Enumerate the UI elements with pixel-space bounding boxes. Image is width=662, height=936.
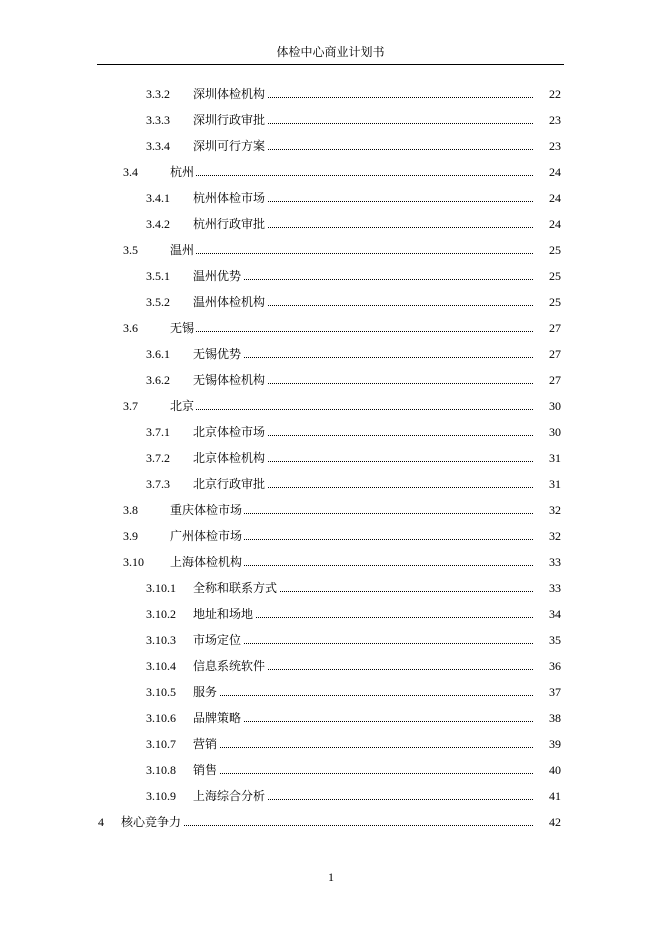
- toc-entry-number: 3.5: [123, 243, 138, 257]
- toc-entry-page: 30: [549, 425, 561, 439]
- toc-entry-title: 北京体检机构: [193, 451, 266, 465]
- toc-entry-title: 深圳体检机构: [193, 87, 266, 101]
- toc-entry[interactable]: [0, 424, 662, 440]
- toc-entry[interactable]: [0, 86, 662, 102]
- toc-entry-number: 3.10.2: [146, 607, 176, 621]
- toc-entry-title: 杭州行政审批: [193, 217, 266, 231]
- toc-entry-number: 3.5.1: [146, 269, 170, 283]
- toc-entry[interactable]: [0, 736, 662, 752]
- toc-entry-number: 3.7.1: [146, 425, 170, 439]
- toc-dot-leader: [203, 279, 533, 280]
- toc-entry-number: 3.10.7: [146, 737, 176, 751]
- toc-entry[interactable]: [0, 138, 662, 154]
- toc-entry-page: 30: [549, 399, 561, 413]
- toc-dot-leader: [203, 721, 533, 722]
- toc-entry[interactable]: [0, 190, 662, 206]
- toc-entry-number: 3.7.2: [146, 451, 170, 465]
- toc-entry-number: 3.4.1: [146, 191, 170, 205]
- toc-entry[interactable]: [0, 398, 662, 414]
- toc-entry-number: 3.3.2: [146, 87, 170, 101]
- toc-entry-number: 3.7.3: [146, 477, 170, 491]
- toc-entry[interactable]: [0, 684, 662, 700]
- toc-entry[interactable]: [0, 320, 662, 336]
- toc-entry-title: 温州: [170, 243, 195, 257]
- toc-entry-page: 25: [549, 269, 561, 283]
- toc-entry-title: 服务: [193, 685, 218, 699]
- toc-dot-leader: [203, 695, 533, 696]
- toc-entry-page: 36: [549, 659, 561, 673]
- toc-entry-title: 无锡优势: [193, 347, 242, 361]
- toc-entry[interactable]: [0, 632, 662, 648]
- toc-entry-page: 32: [549, 503, 561, 517]
- toc-entry-title: 北京: [170, 399, 195, 413]
- toc-entry-page: 41: [549, 789, 561, 803]
- toc-entry-number: 3.10.3: [146, 633, 176, 647]
- toc-entry-title: 温州优势: [193, 269, 242, 283]
- header-rule: [97, 64, 564, 65]
- toc-entry-number: 3.10.4: [146, 659, 176, 673]
- toc-entry[interactable]: [0, 580, 662, 596]
- toc-entry-title: 深圳可行方案: [193, 139, 266, 153]
- toc-entry-page: 27: [549, 347, 561, 361]
- toc-entry[interactable]: [0, 762, 662, 778]
- toc-dot-leader: [203, 643, 533, 644]
- toc-entry-number: 3.3.4: [146, 139, 170, 153]
- toc-entry-title: 无锡: [170, 321, 195, 335]
- toc-entry-page: 33: [549, 581, 561, 595]
- page-number: 1: [328, 870, 334, 884]
- toc-dot-leader: [180, 409, 533, 410]
- toc-entry-title: 全称和联系方式: [193, 581, 278, 595]
- toc-entry-page: 37: [549, 685, 561, 699]
- toc-entry-title: 杭州体检市场: [193, 191, 266, 205]
- toc-entry[interactable]: [0, 450, 662, 466]
- toc-entry[interactable]: [0, 788, 662, 804]
- toc-entry-title: 市场定位: [193, 633, 242, 647]
- toc-entry-title: 地址和场地: [193, 607, 254, 621]
- toc-entry-number: 3.4: [123, 165, 138, 179]
- toc-entry[interactable]: [0, 502, 662, 518]
- toc-entry-page: 34: [549, 607, 561, 621]
- toc-entry[interactable]: [0, 242, 662, 258]
- toc-entry-number: 3.6.1: [146, 347, 170, 361]
- toc-entry-title: 上海体检机构: [170, 555, 243, 569]
- toc-entry-number: 3.3.3: [146, 113, 170, 127]
- toc-entry-title: 上海综合分析: [193, 789, 266, 803]
- toc-entry-page: 27: [549, 321, 561, 335]
- toc-entry-number: 3.10.1: [146, 581, 176, 595]
- toc-entry-page: 42: [549, 815, 561, 829]
- toc-entry[interactable]: [0, 476, 662, 492]
- toc-entry-number: 3.10.6: [146, 711, 176, 725]
- toc-entry[interactable]: [0, 216, 662, 232]
- toc-dot-leader: [180, 175, 533, 176]
- toc-entry-number: 3.5.2: [146, 295, 170, 309]
- toc-entry-page: 23: [549, 139, 561, 153]
- toc-entry-title: 无锡体检机构: [193, 373, 266, 387]
- toc-entry-page: 39: [549, 737, 561, 751]
- toc-entry-title: 信息系统软件: [193, 659, 266, 673]
- toc-entry-title: 核心竞争力: [121, 815, 182, 829]
- toc-entry-page: 40: [549, 763, 561, 777]
- toc-entry-number: 3.4.2: [146, 217, 170, 231]
- toc-entry-page: 32: [549, 529, 561, 543]
- toc-entry-page: 33: [549, 555, 561, 569]
- toc-entry-page: 22: [549, 87, 561, 101]
- toc-entry-page: 25: [549, 243, 561, 257]
- toc-entry-page: 31: [549, 451, 561, 465]
- toc-entry-title: 销售: [193, 763, 218, 777]
- toc-entry-page: 35: [549, 633, 561, 647]
- toc-entry[interactable]: [0, 112, 662, 128]
- toc-dot-leader: [131, 825, 533, 826]
- toc-entry[interactable]: [0, 658, 662, 674]
- running-header: 体检中心商业计划书: [276, 45, 385, 59]
- toc-entry-number: 3.10: [123, 555, 144, 569]
- toc-entry[interactable]: [0, 606, 662, 622]
- toc-entry-page: 24: [549, 191, 561, 205]
- toc-entry-title: 品牌策略: [193, 711, 242, 725]
- toc-entry[interactable]: [0, 346, 662, 362]
- toc-entry[interactable]: [0, 528, 662, 544]
- toc-entry-title: 北京行政审批: [193, 477, 266, 491]
- toc-entry[interactable]: [0, 710, 662, 726]
- toc-dot-leader: [180, 253, 533, 254]
- toc-dot-leader: [203, 747, 533, 748]
- toc-entry-title: 杭州: [170, 165, 195, 179]
- toc-entry-title: 北京体检市场: [193, 425, 266, 439]
- toc-dot-leader: [203, 773, 533, 774]
- toc-entry-page: 24: [549, 217, 561, 231]
- toc-entry-page: 38: [549, 711, 561, 725]
- toc-entry-number: 3.10.5: [146, 685, 176, 699]
- toc-entry[interactable]: [0, 268, 662, 284]
- toc-entry-page: 31: [549, 477, 561, 491]
- toc-dot-leader: [203, 357, 533, 358]
- toc-entry[interactable]: [0, 294, 662, 310]
- toc-entry-page: 27: [549, 373, 561, 387]
- toc-entry-number: 4: [98, 815, 104, 829]
- toc-entry-number: 3.10.9: [146, 789, 176, 803]
- toc-entry-number: 3.6.2: [146, 373, 170, 387]
- toc-entry-page: 25: [549, 295, 561, 309]
- toc-entry-page: 24: [549, 165, 561, 179]
- toc-entry-number: 3.10.8: [146, 763, 176, 777]
- toc-entry[interactable]: [0, 372, 662, 388]
- toc-entry[interactable]: [0, 164, 662, 180]
- toc-entry-title: 广州体检市场: [170, 529, 243, 543]
- toc-entry-number: 3.9: [123, 529, 138, 543]
- toc-entry[interactable]: [0, 814, 662, 830]
- toc-entry-title: 温州体检机构: [193, 295, 266, 309]
- toc-entry-title: 重庆体检市场: [170, 503, 243, 517]
- toc-entry-page: 23: [549, 113, 561, 127]
- toc-entry-number: 3.8: [123, 503, 138, 517]
- toc-entry-number: 3.7: [123, 399, 138, 413]
- toc-entry[interactable]: [0, 554, 662, 570]
- toc-entry-number: 3.6: [123, 321, 138, 335]
- toc-dot-leader: [180, 331, 533, 332]
- toc-entry-title: 营销: [193, 737, 218, 751]
- toc-entry-title: 深圳行政审批: [193, 113, 266, 127]
